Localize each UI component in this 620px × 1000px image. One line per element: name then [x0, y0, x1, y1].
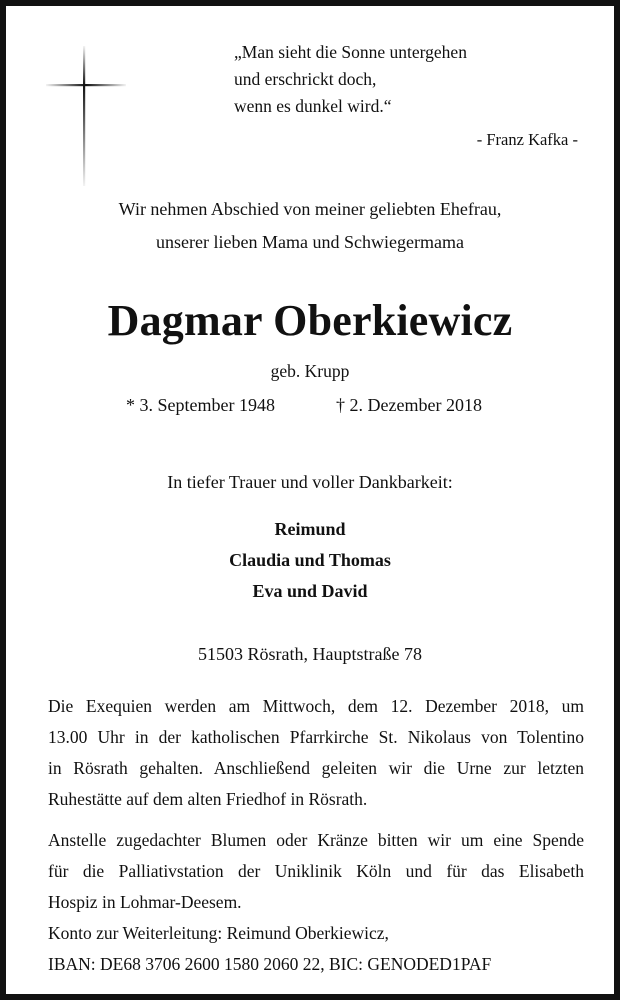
- quote-line: „Man sieht die Sonne untergehen: [234, 42, 467, 62]
- paragraph-line: Ruhestätte auf dem alten Friedhof in Rösrath.: [48, 789, 368, 809]
- paragraph-line: Konto zur Weiterleitung: Reimund Oberkiewicz,: [48, 923, 389, 943]
- mourner-name: Eva und David: [252, 581, 368, 601]
- mourner-name: Reimund: [274, 519, 346, 539]
- paragraph-line: in Rösrath gehalten. Anschließend geleiten wir die Urne zur letzten: [48, 758, 584, 778]
- intro-line: unserer lieben Mama und Schwiegermama: [156, 232, 464, 252]
- donation-paragraph: [48, 825, 584, 980]
- deceased-name: Dagmar Oberkiewicz: [107, 296, 513, 345]
- quote-line: wenn es dunkel wird.“: [234, 96, 392, 116]
- intro-line: Wir nehmen Abschied von meiner geliebten Ehefrau,: [118, 199, 502, 219]
- paragraph-line: Die Exequien werden am Mittwoch, dem 12. Dezember 2018, um: [48, 696, 584, 716]
- paragraph-line: IBAN: DE68 3706 2600 1580 2060 22, BIC: GENODED1PAF: [48, 954, 492, 974]
- quote-line: und erschrickt doch,: [234, 69, 377, 89]
- paragraph-line: für die Palliativstation der Uniklinik Köln und für das Elisabeth: [48, 861, 584, 881]
- quote-author: - Franz Kafka -: [476, 130, 578, 149]
- paragraph-line: 13.00 Uhr in der katholischen Pfarrkirche St. Nikolaus von Tolentino: [48, 727, 584, 747]
- family-address: 51503 Rösrath, Hauptstraße 78: [198, 644, 422, 664]
- death-date: † 2. Dezember 2018: [336, 395, 482, 415]
- birth-name: geb. Krupp: [270, 361, 350, 381]
- mourners-list: [6, 514, 614, 607]
- paragraph-line: Hospiz in Lohmar-Deesem.: [48, 892, 242, 912]
- paragraph-line: Anstelle zugedachter Blumen oder Kränze bitten wir um eine Spende: [48, 830, 584, 850]
- farewell-intro: [6, 193, 614, 259]
- kafka-quote: [234, 39, 467, 120]
- mourners-heading: In tiefer Trauer und voller Dankbarkeit:: [167, 472, 453, 492]
- cross-icon: [46, 46, 126, 186]
- mourner-name: Claudia und Thomas: [229, 550, 391, 570]
- service-paragraph: [48, 691, 584, 815]
- birth-date: * 3. September 1948: [126, 395, 275, 415]
